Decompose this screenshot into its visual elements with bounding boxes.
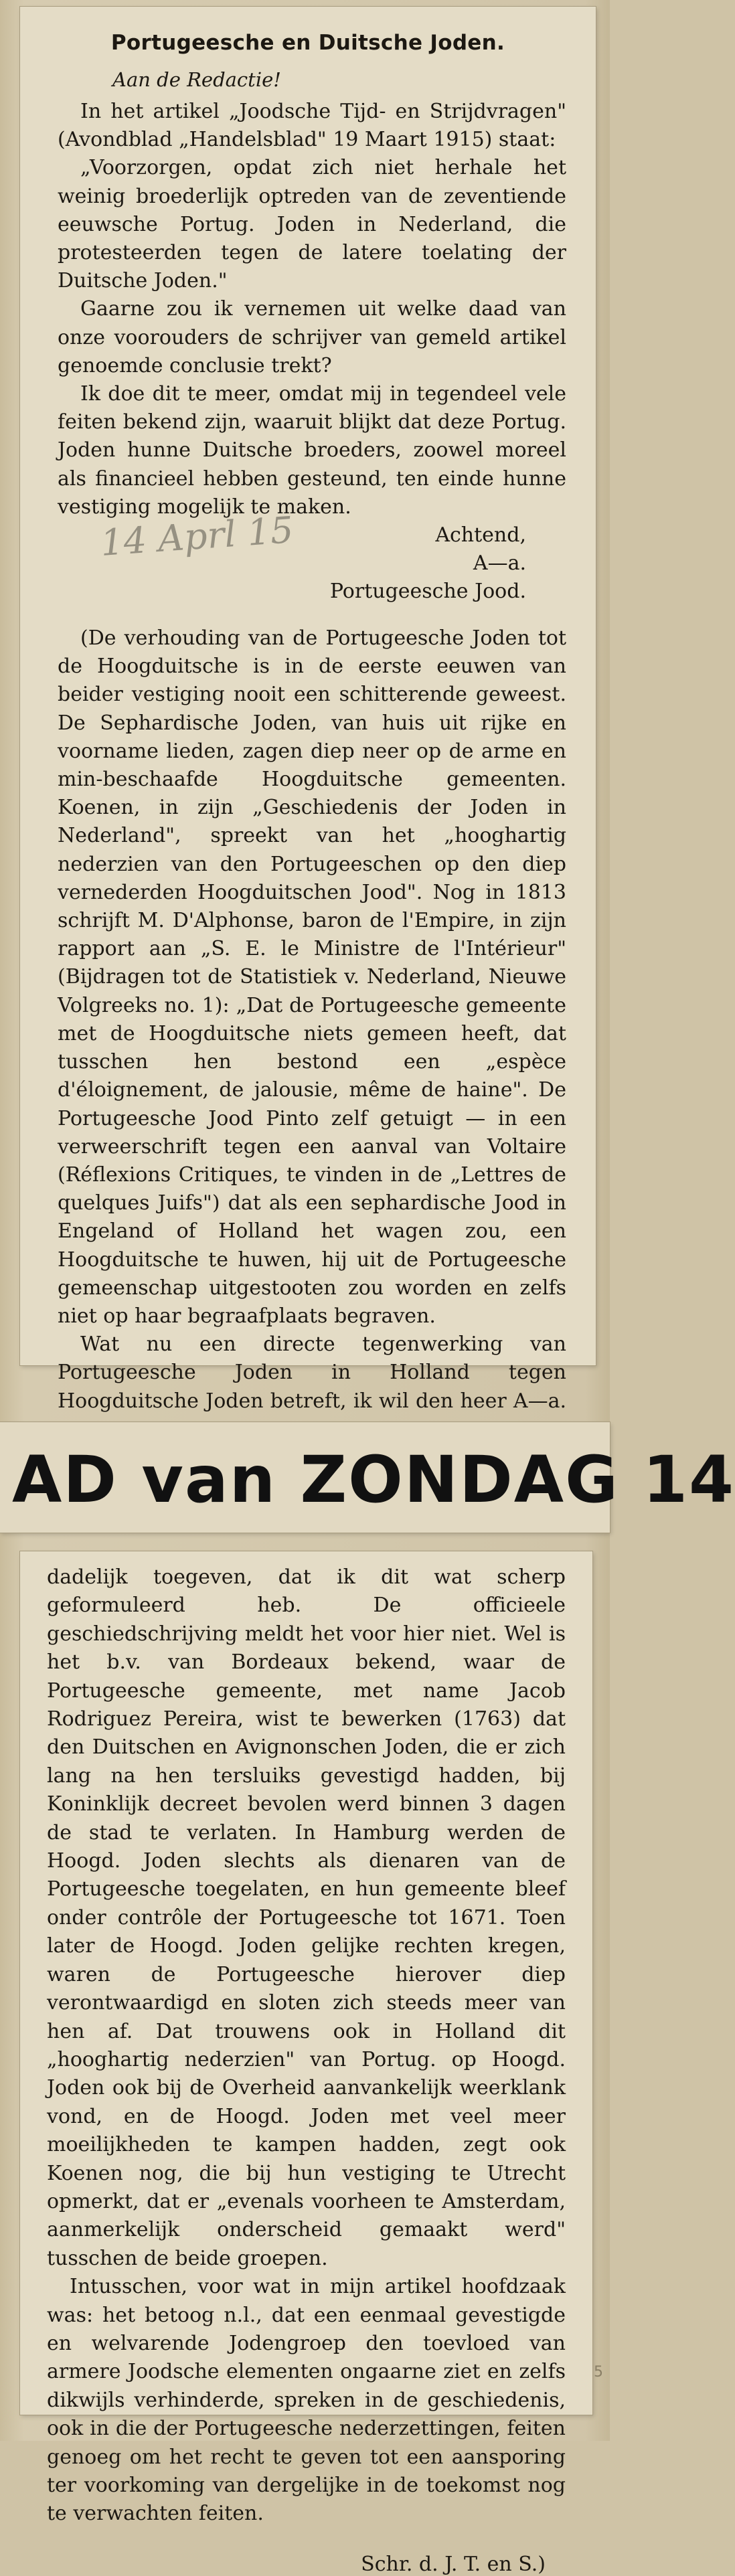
reply-paragraph: (De verhouding van de Portugeesche Joden tot de Hoogduitsche is in de eerste eeuwen van beider vestiging nooit een schitterende geweest. De Sephardische Joden, van huis uit rijke en voorname lieden, zagen diep neer op de arme en min-beschaafde Hoogduitsche gemeenten. Koenen, in zijn „Geschiedenis der Joden in Nederland", spreekt van het „hooghartig nederzien van den Portugeeschen op den diep vernederden Hoogduitschen Jood". Nog in 1813 schrijft M. D'Alphonse, baron de l'Empire, in zijn rapport aan „S. E. le Ministre de l'Intérieur" (Bijdragen tot de Statistiek v. Nederland, Nieuwe Volgreeks no. 1): „Dat de Portugeesche gemeente met de Hoogduitsche niets gemeen heeft, dat tusschen hen bestond een „espèce d'éloignement, de jalousie, même de haine". De Portugeesche Jood Pinto zelf getuigt — in een verweerschrift tegen een aanval van Voltaire (Réflexions Critiques, te vinden in de „Lettres de quelques Juifs") dat als een sephardische Jood in Engeland of Holland het wagen zou, een Hoogduitsche te huwen, hij uit de Portugeesche gemeenschap uitgestooten zou worden en zelfs niet op haar begraafplaats begraven. — [58, 626, 566, 1328]
reply-paragraph: Wat nu een directe tegenwerking van Portugeesche Joden in Holland tegen Hoogduitsche Joden betreft, ik wil den heer A—a. — [58, 1333, 566, 1413]
letter-paragraph: Ik doe dit te meer, omdat mij in tegendeel vele feiten bekend zijn, waaruit blijkt dat deze Portug. Joden hunne Duitsche broeders, zoowel moreel als financieel hebben gesteund, ten einde hunne vestiging mogelijk te maken. — [58, 382, 566, 519]
letter-paragraph: In het artikel „Joodsche Tijd- en Strijdvragen" (Avondblad „Handelsblad" 19 Maart 1915) staat: — [58, 100, 566, 152]
letter-body — [20, 98, 596, 1444]
masthead-strip — [0, 1422, 735, 1533]
letter-quote: „Voorzorgen, opdat zich niet herhale het weinig broederlijk optreden van de zeventiende eeuwsche Portug. Joden in Nederland, die protesteerden tegen de latere toelating der Duitsche Joden." — [58, 156, 566, 293]
masthead-banner: AD van ZONDAG 14 — [12, 1442, 735, 1517]
corner-mark: 5 — [594, 2364, 603, 2381]
reply-paragraph: dadelijk toegeven, dat ik dit wat scherp geformuleerd heb. De officieele geschiedschrijving meldt het voor hier niet. Wel is het b.v. van Bordeaux bekend, waar de Portugeesche gemeente, met name Jacob Rodriguez Pereira, wist te bewerken (1763) dat den Duitschen en Avignonschen Joden, die er zich lang na hen tersluiks gevestigd hadden, bij Koninklijk decreet bevolen werd binnen 3 dagen de stad te verlaten. In Hamburg werden de Hoogd. Joden slechts als dienaren van de Portugeesche toegelaten, en hun gemeente bleef onder contrôle der Portugeesche tot 1671. Toen later de Hoogd. Joden gelijke rechten kregen, waren de Portugeesche hierover diep verontwaardigd en sloten zich steeds meer van hen af. Dat trouwens ook in Holland dit „hooghartig nederzien" van Portug. op Hoogd. Joden ook bij de Overheid aanvankelijk weerklank vond, en de Hoogd. Joden met veel meer moeilijkheden te kampen hadden, zegt ook Koenen nog, die bij hun vestiging te Utrecht opmerkt, dat er „evenals voorheen te Amsterdam, aanmerkelijk onderscheid gemaakt werd" tusschen de beide groepen. — [47, 1565, 566, 2270]
signature-title: Portugeesche Jood. — [329, 580, 526, 604]
spacer — [58, 606, 566, 624]
article-headline: Portugeesche en Duitsche Joden. — [110, 31, 505, 55]
signature-closing: Achtend, — [435, 523, 526, 547]
clipping-bottom — [20, 1551, 592, 2576]
editor-signature: Schr. d. J. T. en S.) — [361, 2552, 546, 2576]
salutation: Aan de Redactie! — [112, 68, 281, 91]
reply-paragraph: Intusschen, voor wat in mijn artikel hoofdzaak was: het betoog n.l., dat een eenmaal gevestigde en welvarende Jodengroep den toevloed van armere Joodsche elementen ongaarne ziet en zelfs dikwijls verhinderde, spreken in de geschiedenis, ook in die der Portugeesche nederzettingen, feiten genoeg om het recht te geven tot een aansporing ter voorkoming van dergelijke in de toekomst nog te verwachten feiten. — [47, 2275, 566, 2526]
letter-paragraph: Gaarne zou ik vernemen uit welke daad van onze voorouders de schrijver van gemeld artikel genoemde conclusie trekt? — [58, 297, 566, 377]
handwritten-note: 14 Aprl 15 — [99, 509, 295, 564]
signature-name: A—a. — [473, 551, 526, 576]
reply-continued — [20, 1551, 592, 2576]
clipping-top — [20, 7, 596, 1413]
